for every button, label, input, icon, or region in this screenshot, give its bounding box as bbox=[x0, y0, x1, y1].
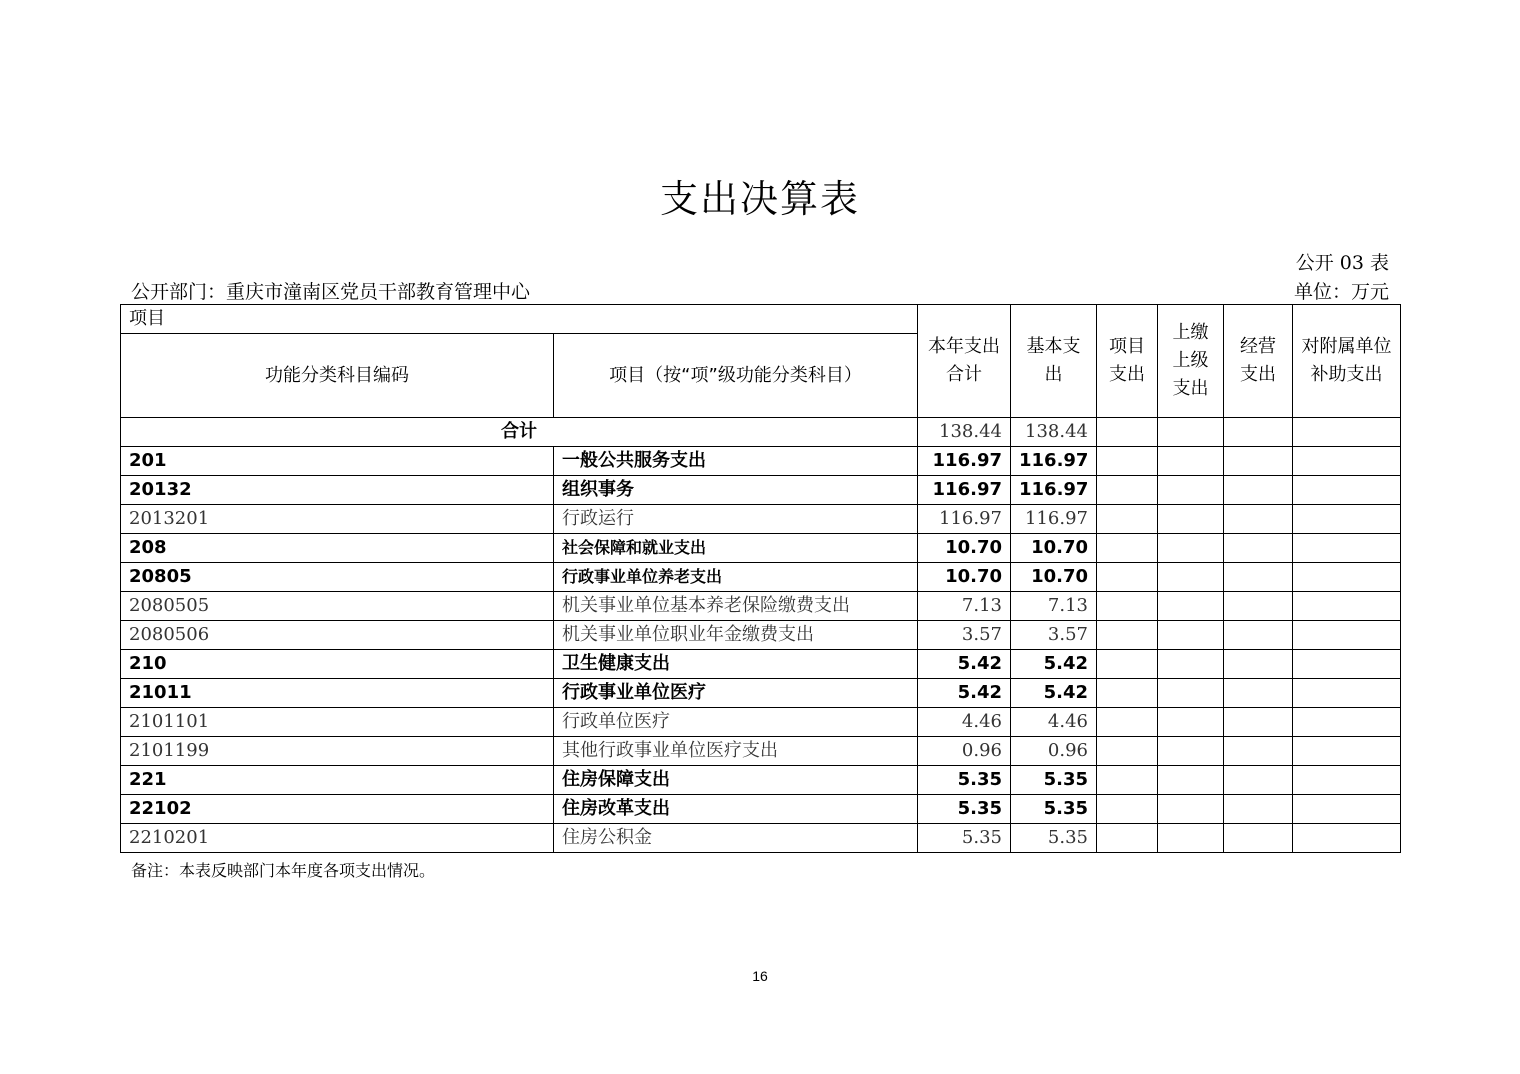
empty-cell bbox=[1158, 650, 1224, 679]
empty-cell bbox=[1097, 505, 1158, 534]
total-cell: 5.35 bbox=[918, 824, 1011, 853]
empty-cell bbox=[1097, 476, 1158, 505]
basic-cell: 7.13 bbox=[1011, 592, 1097, 621]
empty-cell bbox=[1158, 679, 1224, 708]
empty-cell bbox=[1224, 679, 1293, 708]
empty-cell bbox=[1224, 592, 1293, 621]
code-cell: 2210201 bbox=[121, 824, 554, 853]
code-cell: 201 bbox=[121, 447, 554, 476]
total-cell: 5.35 bbox=[918, 766, 1011, 795]
empty-cell bbox=[1293, 679, 1401, 708]
empty-cell bbox=[1097, 621, 1158, 650]
form-number: 公开 03 表 bbox=[1295, 252, 1389, 274]
table-row bbox=[121, 824, 1401, 853]
empty-cell bbox=[1097, 766, 1158, 795]
table-row bbox=[121, 447, 1401, 476]
name-cell: 行政事业单位医疗 bbox=[554, 679, 918, 708]
name-cell: 行政单位医疗 bbox=[554, 708, 918, 737]
empty-cell bbox=[1224, 418, 1293, 447]
total-cell: 116.97 bbox=[918, 476, 1011, 505]
table-row bbox=[121, 592, 1401, 621]
table-row bbox=[121, 476, 1401, 505]
empty-cell bbox=[1293, 447, 1401, 476]
header-total: 本年支出合计 bbox=[918, 305, 1011, 418]
empty-cell bbox=[1097, 592, 1158, 621]
header-project: 项目支出 bbox=[1097, 305, 1158, 418]
empty-cell bbox=[1224, 766, 1293, 795]
header-code: 功能分类科目编码 bbox=[121, 334, 554, 418]
empty-cell bbox=[1224, 476, 1293, 505]
name-cell: 机关事业单位职业年金缴费支出 bbox=[554, 621, 918, 650]
basic-cell: 0.96 bbox=[1011, 737, 1097, 766]
expenditure-table bbox=[120, 304, 1401, 853]
empty-cell bbox=[1293, 795, 1401, 824]
total-cell: 3.57 bbox=[918, 621, 1011, 650]
basic-cell: 116.97 bbox=[1011, 447, 1097, 476]
empty-cell bbox=[1158, 824, 1224, 853]
empty-cell bbox=[1224, 621, 1293, 650]
basic-cell: 5.42 bbox=[1011, 679, 1097, 708]
total-cell: 5.42 bbox=[918, 679, 1011, 708]
total-basic: 138.44 bbox=[1011, 418, 1097, 447]
total-cell: 116.97 bbox=[918, 505, 1011, 534]
empty-cell bbox=[1158, 592, 1224, 621]
name-cell: 行政事业单位养老支出 bbox=[554, 563, 918, 592]
empty-cell bbox=[1097, 418, 1158, 447]
total-cell: 4.46 bbox=[918, 708, 1011, 737]
empty-cell bbox=[1224, 447, 1293, 476]
table-row bbox=[121, 766, 1401, 795]
empty-cell bbox=[1097, 650, 1158, 679]
code-cell: 210 bbox=[121, 650, 554, 679]
empty-cell bbox=[1097, 795, 1158, 824]
empty-cell bbox=[1293, 621, 1401, 650]
header-name: 项目（按“项”级功能分类科目） bbox=[554, 334, 918, 418]
table-row bbox=[121, 621, 1401, 650]
empty-cell bbox=[1097, 534, 1158, 563]
code-cell: 20132 bbox=[121, 476, 554, 505]
basic-cell: 3.57 bbox=[1011, 621, 1097, 650]
empty-cell bbox=[1224, 534, 1293, 563]
empty-cell bbox=[1293, 592, 1401, 621]
total-label: 合计 bbox=[121, 418, 918, 447]
empty-cell bbox=[1224, 824, 1293, 853]
empty-cell bbox=[1293, 563, 1401, 592]
basic-cell: 5.35 bbox=[1011, 766, 1097, 795]
table-row bbox=[121, 737, 1401, 766]
basic-cell: 5.42 bbox=[1011, 650, 1097, 679]
basic-cell: 4.46 bbox=[1011, 708, 1097, 737]
empty-cell bbox=[1224, 737, 1293, 766]
empty-cell bbox=[1224, 505, 1293, 534]
code-cell: 20805 bbox=[121, 563, 554, 592]
header-basic: 基本支出 bbox=[1011, 305, 1097, 418]
total-cell: 5.35 bbox=[918, 795, 1011, 824]
code-cell: 22102 bbox=[121, 795, 554, 824]
code-cell: 2101199 bbox=[121, 737, 554, 766]
total-cell: 7.13 bbox=[918, 592, 1011, 621]
code-cell: 2013201 bbox=[121, 505, 554, 534]
table-row bbox=[121, 563, 1401, 592]
name-cell: 行政运行 bbox=[554, 505, 918, 534]
empty-cell bbox=[1293, 824, 1401, 853]
empty-cell bbox=[1158, 708, 1224, 737]
empty-cell bbox=[1097, 708, 1158, 737]
empty-cell bbox=[1158, 534, 1224, 563]
empty-cell bbox=[1158, 563, 1224, 592]
total-cell: 10.70 bbox=[918, 534, 1011, 563]
empty-cell bbox=[1158, 766, 1224, 795]
page-title: 支出决算表 bbox=[659, 177, 860, 221]
empty-cell bbox=[1097, 447, 1158, 476]
name-cell: 住房改革支出 bbox=[554, 795, 918, 824]
empty-cell bbox=[1293, 650, 1401, 679]
table-row bbox=[121, 679, 1401, 708]
name-cell: 一般公共服务支出 bbox=[554, 447, 918, 476]
empty-cell bbox=[1224, 650, 1293, 679]
name-cell: 其他行政事业单位医疗支出 bbox=[554, 737, 918, 766]
empty-cell bbox=[1224, 795, 1293, 824]
department-label: 公开部门：重庆市潼南区党员干部教育管理中心 bbox=[131, 281, 531, 303]
basic-cell: 10.70 bbox=[1011, 534, 1097, 563]
empty-cell bbox=[1158, 505, 1224, 534]
empty-cell bbox=[1293, 476, 1401, 505]
empty-cell bbox=[1158, 418, 1224, 447]
table-row bbox=[121, 534, 1401, 563]
code-cell: 2101101 bbox=[121, 708, 554, 737]
empty-cell bbox=[1097, 737, 1158, 766]
code-cell: 2080505 bbox=[121, 592, 554, 621]
basic-cell: 5.35 bbox=[1011, 824, 1097, 853]
empty-cell bbox=[1293, 418, 1401, 447]
empty-cell bbox=[1158, 737, 1224, 766]
code-cell: 208 bbox=[121, 534, 554, 563]
empty-cell bbox=[1097, 824, 1158, 853]
footnote: 备注：本表反映部门本年度各项支出情况。 bbox=[131, 861, 436, 880]
name-cell: 机关事业单位基本养老保险缴费支出 bbox=[554, 592, 918, 621]
empty-cell bbox=[1158, 447, 1224, 476]
basic-cell: 10.70 bbox=[1011, 563, 1097, 592]
basic-cell: 116.97 bbox=[1011, 476, 1097, 505]
name-cell: 社会保障和就业支出 bbox=[554, 534, 918, 563]
empty-cell bbox=[1097, 563, 1158, 592]
name-cell: 住房保障支出 bbox=[554, 766, 918, 795]
empty-cell bbox=[1293, 505, 1401, 534]
table-row bbox=[121, 708, 1401, 737]
header-business: 经营支出 bbox=[1224, 305, 1293, 418]
name-cell: 组织事务 bbox=[554, 476, 918, 505]
name-cell: 住房公积金 bbox=[554, 824, 918, 853]
empty-cell bbox=[1224, 708, 1293, 737]
empty-cell bbox=[1224, 563, 1293, 592]
empty-cell bbox=[1293, 766, 1401, 795]
total-row bbox=[121, 418, 1401, 447]
code-cell: 2080506 bbox=[121, 621, 554, 650]
header-upper: 上缴上级支出 bbox=[1158, 305, 1224, 418]
table-row bbox=[121, 505, 1401, 534]
basic-cell: 116.97 bbox=[1011, 505, 1097, 534]
header-subsidy: 对附属单位补助支出 bbox=[1293, 305, 1401, 418]
table-row bbox=[121, 795, 1401, 824]
header-item: 项目 bbox=[121, 305, 918, 334]
total-cell: 116.97 bbox=[918, 447, 1011, 476]
empty-cell bbox=[1293, 708, 1401, 737]
total-amount: 138.44 bbox=[918, 418, 1011, 447]
empty-cell bbox=[1158, 621, 1224, 650]
total-cell: 5.42 bbox=[918, 650, 1011, 679]
total-cell: 0.96 bbox=[918, 737, 1011, 766]
table-body bbox=[121, 418, 1401, 853]
empty-cell bbox=[1293, 534, 1401, 563]
name-cell: 卫生健康支出 bbox=[554, 650, 918, 679]
code-cell: 21011 bbox=[121, 679, 554, 708]
total-cell: 10.70 bbox=[918, 563, 1011, 592]
empty-cell bbox=[1293, 737, 1401, 766]
empty-cell bbox=[1097, 679, 1158, 708]
code-cell: 221 bbox=[121, 766, 554, 795]
empty-cell bbox=[1158, 476, 1224, 505]
page-number: 16 bbox=[752, 968, 768, 984]
empty-cell bbox=[1158, 795, 1224, 824]
unit-label: 单位：万元 bbox=[1293, 281, 1389, 303]
basic-cell: 5.35 bbox=[1011, 795, 1097, 824]
table-row bbox=[121, 650, 1401, 679]
